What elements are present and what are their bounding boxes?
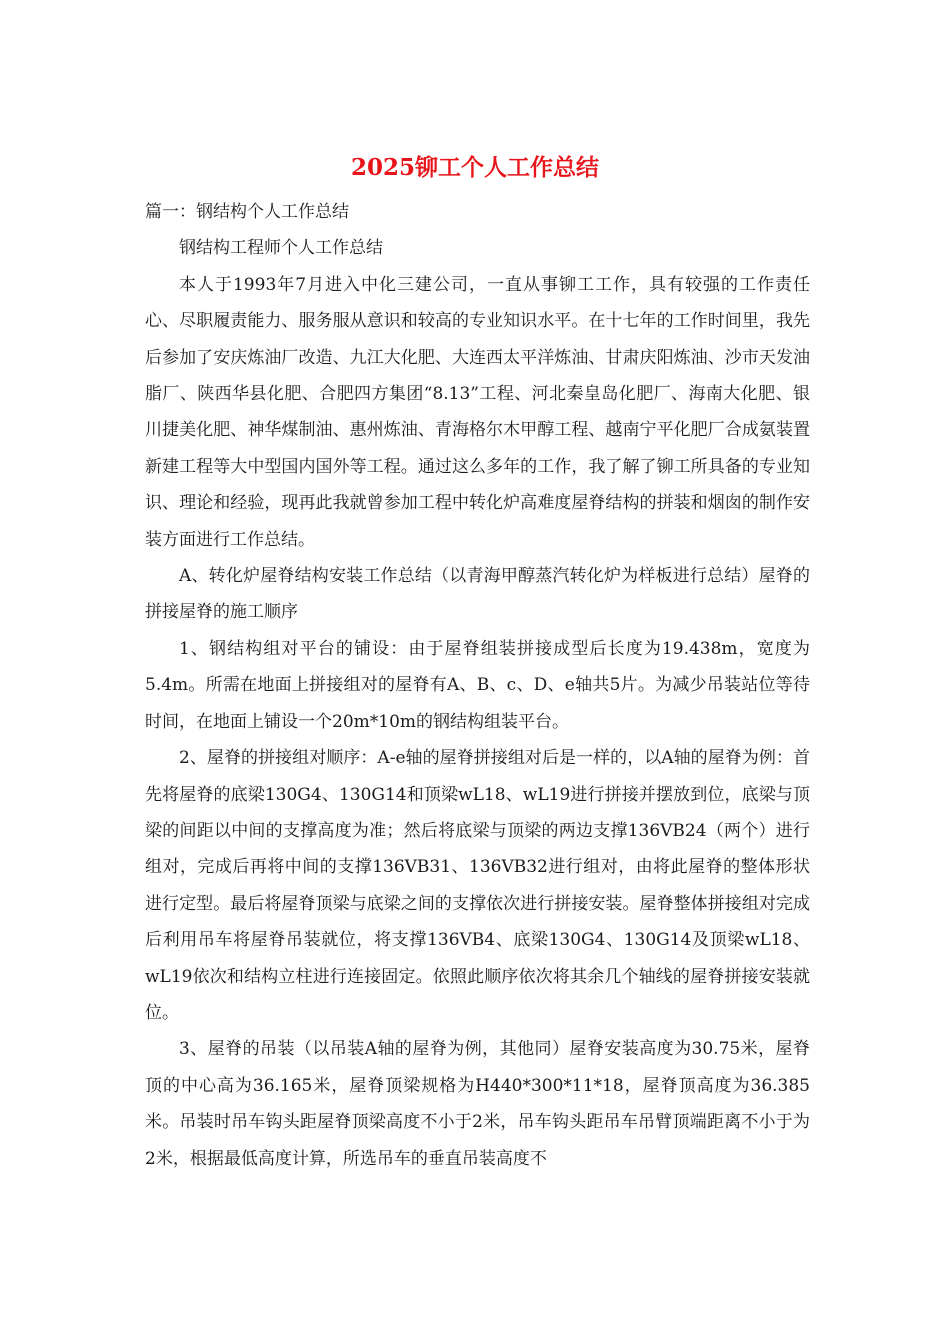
paragraph: 3、屋脊的吊装（以吊装A轴的屋脊为例，其他同）屋脊安装高度为30.75米，屋脊顶的中心高为36.165米，屋脊顶梁规格为H440*300*11*18，屋脊顶高度为36.385米。吊装时吊车钩头距屋脊顶梁高度不小于2米，吊车钩头距吊车吊臂顶端距离不小于为2米，根据最低高度计算，所选吊车的垂直吊装高度不 xyxy=(145,1039,810,1169)
document-body xyxy=(145,194,810,1177)
paragraph: 2、屋脊的拼接组对顺序：A-e轴的屋脊拼接组对后是一样的，以A轴的屋脊为例：首先将屋脊的底梁130G4、130G14和顶梁wL18、wL19进行拼接并摆放到位，底梁与顶梁的间距以中间的支撑高度为准；然后将底梁与顶梁的两边支撑136VB24（两个）进行组对，完成后再将中间的支撑136VB31、136VB32进行组对，由将此屋脊的整体形状进行定型。最后将屋脊顶梁与底梁之间的支撑依次进行拼接安装。屋脊整体拼接组对完成后利用吊车将屋脊吊装就位，将支撑136VB4、底梁130G4、130G14及顶梁wL18、wL19依次和结构立柱进行连接固定。依照此顺序依次将其余几个轴线的屋脊拼接安装就位。 xyxy=(145,748,810,1023)
paragraph: A、转化炉屋脊结构安装工作总结（以青海甲醇蒸汽转化炉为样板进行总结）屋脊的拼接屋脊的施工顺序 xyxy=(145,566,810,623)
document-title: 2025铆工个人工作总结 xyxy=(350,154,599,181)
section-heading: 篇一：钢结构个人工作总结 xyxy=(145,202,349,222)
paragraph: 本人于1993年7月进入中化三建公司，一直从事铆工工作，具有较强的工作责任心、尽职履责能力、服务服从意识和较高的专业知识水平。在十七年的工作时间里，我先后参加了安庆炼油厂改造、九江大化肥、大连西太平洋炼油、甘肃庆阳炼油、沙市天发油脂厂、陕西华县化肥、合肥四方集团“8.13”工程、河北秦皇岛化肥厂、海南大化肥、银川捷美化肥、神华煤制油、惠州炼油、青海格尔木甲醇工程、越南宁平化肥厂合成氨装置新建工程等大中型国内国外等工程。通过这么多年的工作，我了解了铆工所具备的专业知识、理论和经验，现再此我就曾参加工程中转化炉高难度屋脊结构的拼装和烟囱的制作安装方面进行工作总结。 xyxy=(145,274,810,550)
paragraph: 1、钢结构组对平台的铺设：由于屋脊组装拼接成型后长度为19.438m，宽度为5.4m。所需在地面上拼接组对的屋脊有A、B、c、D、e轴共5片。为减少吊装站位等待时间，在地面上铺设一个20m*10m的钢结构组装平台。 xyxy=(145,638,810,732)
subtitle: 钢结构工程师个人工作总结 xyxy=(179,238,383,259)
